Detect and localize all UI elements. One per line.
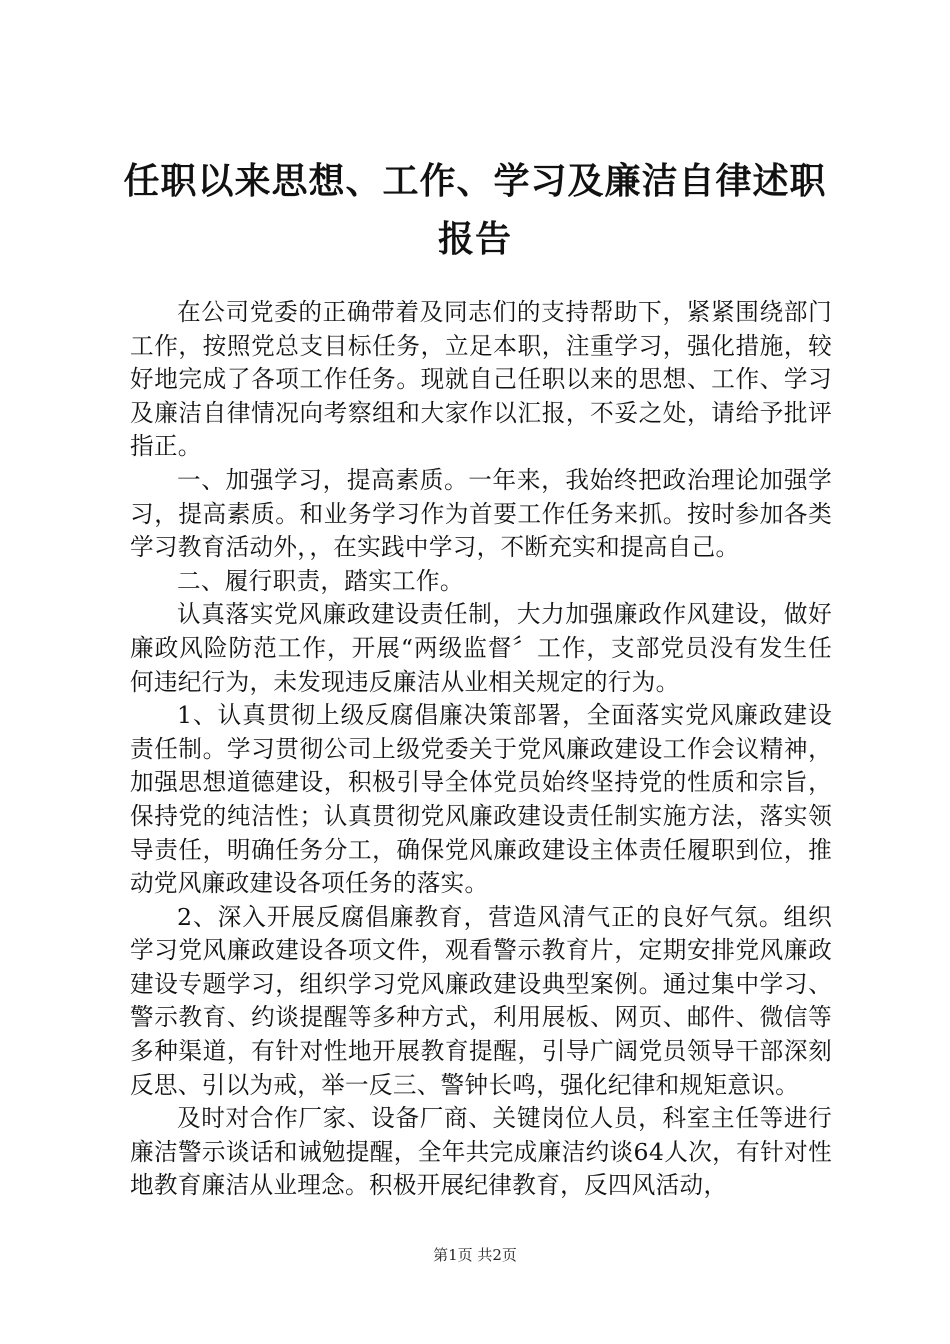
paragraph-item-1: 1、认真贯彻上级反腐倡廉决策部署，全面落实党风廉政建设责任制。学习贯彻公司上级党委关于党风廉政建设工作会议精神，加强思想道德建设，积极引导全体党员始终坚持党的性质和宗旨，保持党的纯洁性；认真贯彻党风廉政建设责任制实施方法，落实领导责任，明确任务分工，确保党风廉政建设主体责任履职到位，推动党风廉政建设各项任务的落实。 bbox=[130, 701, 832, 898]
paragraph-section-1: 一、加强学习，提高素质。一年来，我始终把政治理论加强学习，提高素质。和业务学习作为首要工作任务来抓。按时参加各类学习教育活动外，，在实践中学习，不断充实和提高自己。 bbox=[130, 465, 832, 562]
paragraph-section-2-heading: 二、履行职责，踏实工作。 bbox=[177, 566, 464, 595]
paragraph-responsibility: 认真落实党风廉政建设责任制，大力加强廉政作风建设，做好廉政风险防范工作，开展“两级监督〞工作，支部党员没有发生任何违纪行为，未发现违反廉洁从业相关规定的行为。 bbox=[130, 600, 832, 696]
document-body bbox=[130, 296, 832, 1203]
paragraph-item-2: 2、深入开展反腐倡廉教育，营造风清气正的良好气氛。组织学习党风廉政建设各项文件，观看警示教育片，定期安排党风廉政建设专题学习，组织学习党风廉政建设典型案例。通过集中学习、警示教育、约谈提醒等多种方式，利用展板、网页、邮件、微信等多种渠道，有针对性地开展教育提醒，引导广阔党员领导干部深刻反思、引以为戒，举一反三、警钟长鸣，强化纪律和规矩意识。 bbox=[130, 902, 832, 1099]
page-number-footer: 第1页 共2页 bbox=[433, 1246, 517, 1264]
document-title: 任职以来思想、工作、学习及廉洁自律述职报告 bbox=[123, 160, 827, 260]
paragraph-intro: 在公司党委的正确带着及同志们的支持帮助下，紧紧围绕部门工作，按照党总支目标任务，立足本职，注重学习，强化措施，较好地完成了各项工作任务。现就自己任职以来的思想、工作、学习及廉洁自律情况向考察组和大家作以汇报，不妥之处，请给予批评指正。 bbox=[130, 298, 832, 461]
paragraph-warning-talks: 及时对合作厂家、设备厂商、关键岗位人员，科室主任等进行廉洁警示谈话和诫勉提醒，全年共完成廉洁约谈64人次，有针对性地教育廉洁从业理念。积极开展纪律教育，反四风活动， bbox=[130, 1104, 832, 1200]
